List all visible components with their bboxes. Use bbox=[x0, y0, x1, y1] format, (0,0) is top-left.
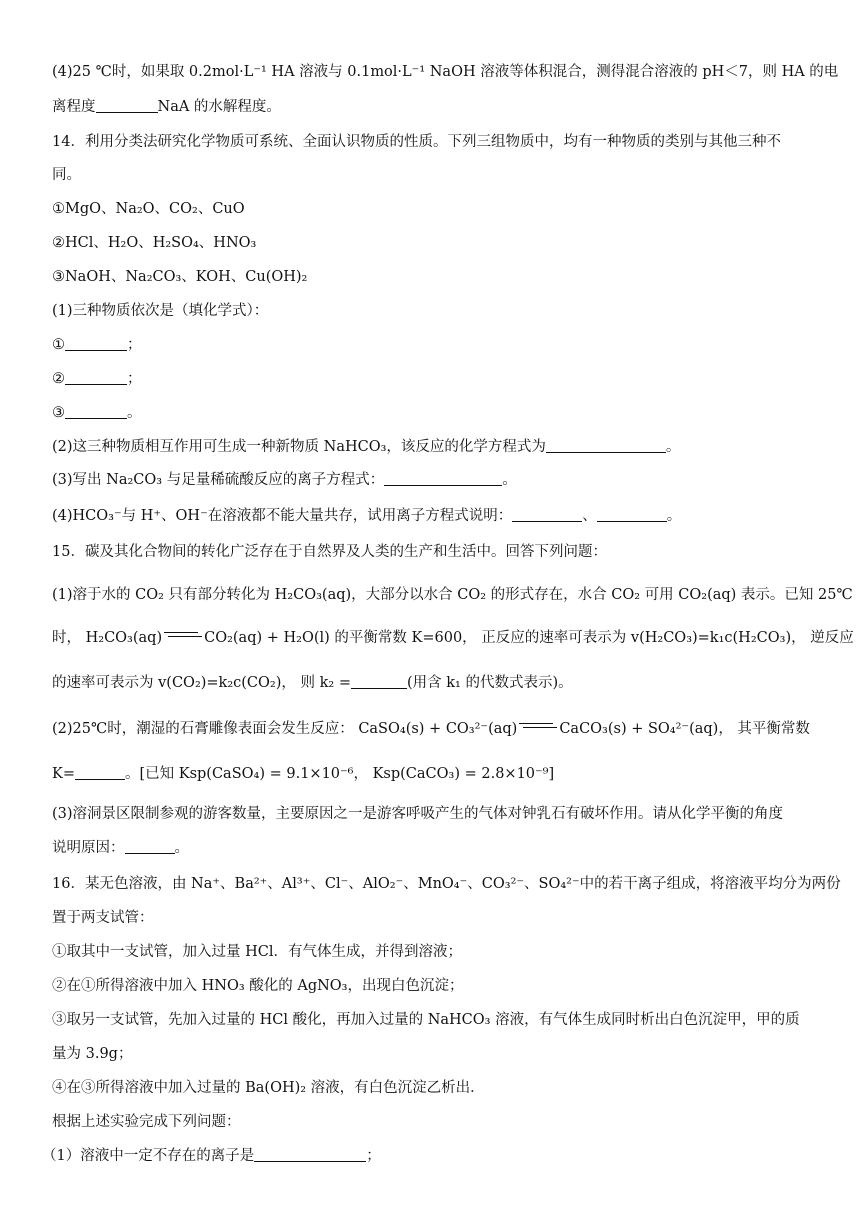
text: 。 bbox=[666, 508, 682, 524]
q14-intro-line1: 14．利用分类法研究化学物质可系统、全面认识物质的性质。下列三组物质中，均有一种物质的类别与其他三种不 bbox=[52, 134, 781, 150]
q15-part2-line2 bbox=[52, 764, 820, 784]
q15-part3-line1: (3)溶洞景区限制参观的游客数量，主要原因之一是游客呼吸产生的气体对钟乳石有破坏作用。请从化学平衡的角度 bbox=[52, 806, 784, 822]
text: CaCO₃(s) + SO₄²⁻(aq)， 其平衡常数 bbox=[559, 721, 810, 737]
answer-blank[interactable] bbox=[512, 507, 582, 522]
q14-blank1-line bbox=[52, 335, 820, 355]
q16-step3-line2: 量为 3.9g； bbox=[52, 1046, 133, 1062]
text: (3)写出 Na₂CO₃ 与足量稀硫酸反应的离子方程式： bbox=[52, 472, 385, 488]
label: ； bbox=[127, 337, 142, 353]
answer-blank[interactable] bbox=[65, 370, 127, 385]
q14-intro-line2: 同。 bbox=[52, 167, 81, 183]
answer-blank[interactable] bbox=[597, 507, 667, 522]
text: ； bbox=[366, 1148, 381, 1164]
text: 的速率可表示为 v(CO₂)=k₂c(CO₂)， 则 k₂ = bbox=[52, 675, 351, 691]
answer-blank[interactable] bbox=[351, 674, 407, 689]
answer-blank[interactable] bbox=[546, 438, 666, 453]
text: (2)25℃时，潮湿的石膏雕像表面会发生反应： CaSO₄(s) + CO₃²⁻(aq) bbox=[52, 721, 518, 737]
text: K= bbox=[52, 766, 75, 782]
q13-part4-line2 bbox=[52, 97, 820, 117]
equilibrium-arrow-icon bbox=[519, 721, 557, 731]
text: 。[已知 Ksp(CaSO₄) = 9.1×10⁻⁶， Ksp(CaCO₃) = 2.8×10⁻⁹] bbox=[124, 766, 555, 782]
q14-blank3-line bbox=[52, 403, 820, 423]
q15-part2-line1 bbox=[52, 719, 820, 739]
q15-part1-line2 bbox=[52, 628, 854, 648]
text: 说明原因： bbox=[52, 840, 125, 856]
text: 。 bbox=[502, 472, 517, 488]
q15-part1-line1: (1)溶于水的 CO₂ 只有部分转化为 H₂CO₃(aq)，大部分以水合 CO₂ 的形式存在，水合 CO₂ 可用 CO₂(aq) 表示。已知 25℃ bbox=[52, 587, 853, 603]
label: ； bbox=[127, 371, 142, 387]
answer-blank[interactable] bbox=[254, 1147, 366, 1162]
q14-blank2-line bbox=[52, 369, 820, 389]
q14-group2: ②HCl、H₂O、H₂SO₄、HNO₃ bbox=[52, 235, 257, 251]
q16-step1: ①取其中一支试管，加入过量 HCl．有气体生成，并得到溶液； bbox=[52, 944, 462, 960]
text: CO₂(aq) + H₂O(l) 的平衡常数 K=600， 正反应的速率可表示为 v(H₂CO₃)=k₁c(H₂CO₃)， 逆反应 bbox=[204, 630, 854, 646]
q15-part1-line3 bbox=[52, 673, 820, 693]
q14-part1: (1)三种物质依次是（填化学式）： bbox=[52, 303, 269, 319]
q14-part4 bbox=[52, 506, 820, 526]
label: 。 bbox=[127, 405, 142, 421]
text: 离程度 bbox=[52, 99, 96, 115]
text: (2)这三种物质相互作用可生成一种新物质 NaHCO₃，该反应的化学方程式为 bbox=[52, 439, 546, 455]
q14-group3: ③NaOH、Na₂CO₃、KOH、Cu(OH)₂ bbox=[52, 269, 308, 285]
text: （1）溶液中一定不存在的离子是 bbox=[42, 1148, 255, 1164]
answer-blank[interactable] bbox=[384, 471, 502, 486]
q16-step3-line1: ③取另一支试管，先加入过量的 HCl 酸化，再加入过量的 NaHCO₃ 溶液，有气体生成同时析出白色沉淀甲，甲的质 bbox=[52, 1012, 800, 1028]
q14-group1: ①MgO、Na₂O、CO₂、CuO bbox=[52, 201, 245, 217]
answer-blank[interactable] bbox=[65, 336, 127, 351]
label: ② bbox=[52, 371, 65, 387]
text: (4)HCO₃⁻与 H⁺、OH⁻在溶液都不能大量共存，试用离子方程式说明： bbox=[52, 508, 513, 524]
text: NaA 的水解程度。 bbox=[157, 99, 281, 115]
answer-blank[interactable] bbox=[125, 839, 175, 854]
q15-intro: 15．碳及其化合物间的转化广泛存在于自然界及人类的生产和生活中。回答下列问题： bbox=[52, 544, 607, 560]
answer-blank[interactable] bbox=[96, 98, 158, 113]
q14-part3 bbox=[52, 470, 820, 490]
label: ③ bbox=[52, 405, 65, 421]
equilibrium-arrow-icon bbox=[164, 630, 202, 640]
q16-intro-line1: 16．某无色溶液，由 Na⁺、Ba²⁺、Al³⁺、Cl⁻、AlO₂⁻、MnO₄⁻、CO₃²⁻、SO₄²⁻中的若干离子组成，将溶液平均分为两份 bbox=[52, 876, 841, 892]
q14-part2 bbox=[52, 437, 820, 457]
label: ① bbox=[52, 337, 65, 353]
q15-part3-line2 bbox=[52, 838, 820, 858]
text: 。 bbox=[174, 840, 189, 856]
q13-part4-line1: (4)25 ℃时，如果取 0.2mol·L⁻¹ HA 溶液与 0.1mol·L⁻¹ NaOH 溶液等体积混合，测得混合溶液的 pH＜7，则 HA 的电 bbox=[52, 64, 839, 80]
q16-question1 bbox=[42, 1146, 820, 1166]
text: 。 bbox=[665, 439, 681, 455]
q16-lead: 根据上述实验完成下列问题： bbox=[52, 1114, 241, 1130]
q16-intro-line2: 置于两支试管： bbox=[52, 910, 154, 926]
text: 、 bbox=[582, 508, 597, 524]
q16-step2: ②在①所得溶液中加入 HNO₃ 酸化的 AgNO₃，出现白色沉淀； bbox=[52, 978, 464, 994]
text: (用含 k₁ 的代数式表示)。 bbox=[406, 675, 573, 691]
answer-blank[interactable] bbox=[65, 404, 127, 419]
answer-blank[interactable] bbox=[75, 765, 125, 780]
text: 时， H₂CO₃(aq) bbox=[52, 630, 163, 646]
q16-step4: ④在③所得溶液中加入过量的 Ba(OH)₂ 溶液，有白色沉淀乙析出． bbox=[52, 1080, 485, 1096]
